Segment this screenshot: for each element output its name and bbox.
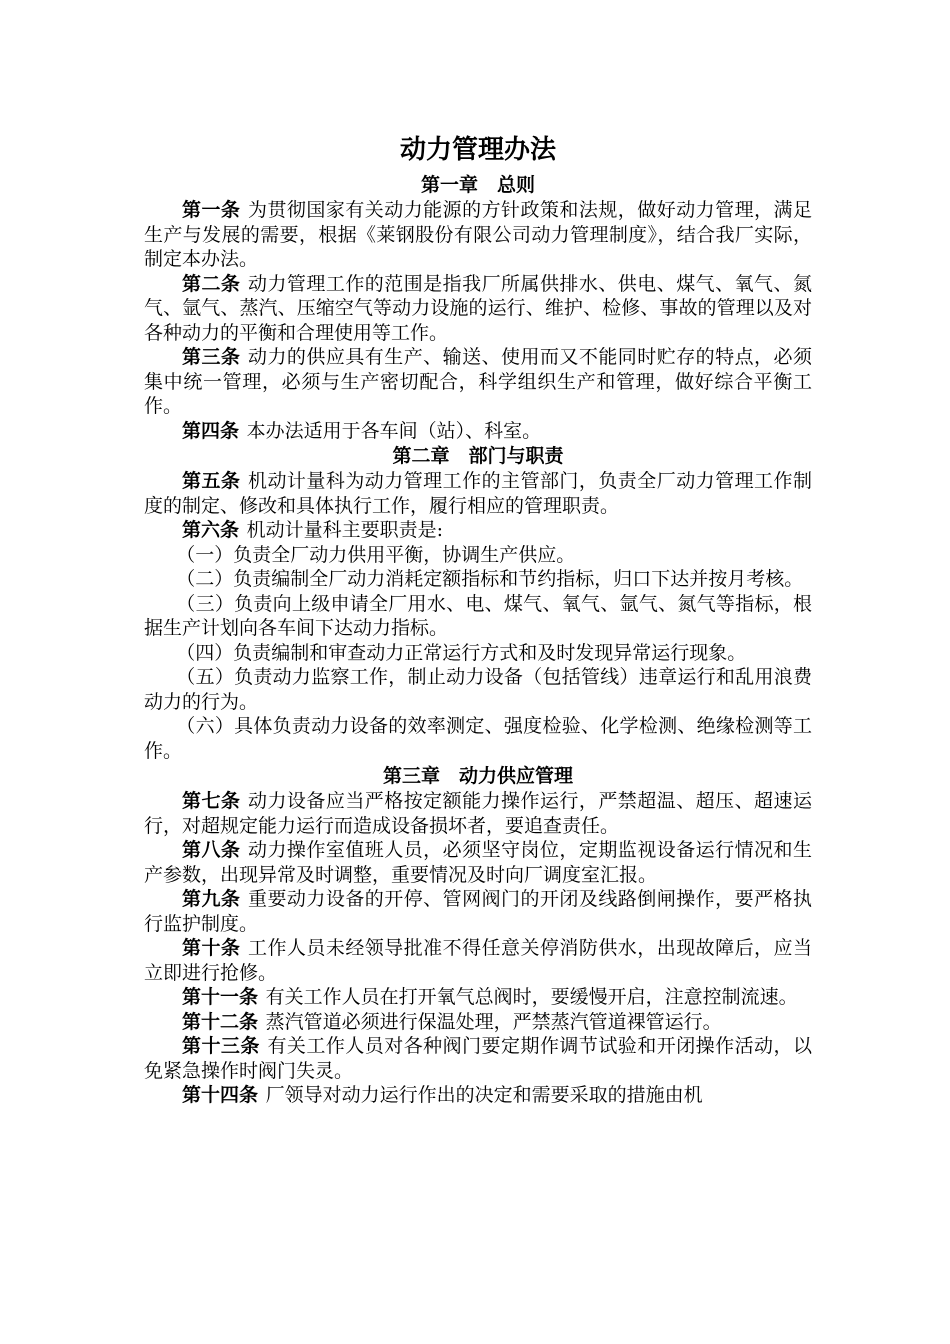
article-14 [144, 1083, 812, 1108]
article-10 [144, 936, 812, 985]
document-page [144, 128, 812, 1108]
article-9 [144, 887, 812, 936]
article-text: 厂领导对动力运行作出的决定和需要采取的措施由机 [265, 1084, 703, 1106]
article-13 [144, 1034, 812, 1083]
article-2 [144, 272, 812, 346]
duty-item-5: （五）负责动力监察工作，制止动力设备（包括管线）违章运行和乱用浪费动力的行为。 [144, 666, 812, 713]
article-label: 第十二条 [182, 1010, 259, 1033]
article-12 [144, 1010, 812, 1035]
duty-item-2: （二）负责编制全厂动力消耗定额指标和节约指标，归口下达并按月考核。 [176, 568, 804, 590]
chapter-heading-1: 第一章 总则 [420, 174, 535, 196]
article-label: 第十三条 [182, 1035, 260, 1057]
article-label: 第十条 [182, 937, 241, 959]
article-text: 动力操作室值班人员，必须坚守岗位，定期监视设备运行情况和生产参数，出现异常及时调整，重要情况及时向厂调度室汇报。 [144, 839, 812, 886]
article-label: 第七条 [182, 790, 241, 812]
article-6 [144, 518, 812, 543]
chapter-heading-2: 第二章 部门与职责 [392, 445, 564, 467]
article-label: 第九条 [182, 888, 241, 910]
article-label: 第八条 [182, 839, 241, 861]
article-label: 第六条 [182, 519, 240, 541]
duty-item-3: （三）负责向上级申请全厂用水、电、煤气、氧气、氩气、氮气等指标，根据生产计划向各车间下达动力指标。 [144, 592, 812, 639]
duty-item-4: （四）负责编制和审查动力正常运行方式和及时发现异常运行现象。 [176, 641, 747, 664]
article-label: 第一条 [182, 199, 241, 221]
article-text: 有关工作人员对各种阀门要定期作调节试验和开闭操作活动，以免紧急操作时阀门失灵。 [144, 1035, 812, 1082]
duty-item-6: （六）具体负责动力设备的效率测定、强度检验、化学检测、绝缘检测等工作。 [144, 715, 812, 762]
article-label: 第三条 [182, 346, 241, 368]
article-label: 第二条 [182, 272, 241, 295]
article-label: 第四条 [182, 419, 240, 442]
article-text: 有关工作人员在打开氧气总阀时，要缓慢开启，注意控制流速。 [265, 986, 798, 1008]
article-text: 本办法适用于各车间（站）、科室。 [246, 419, 542, 442]
article-text: 动力的供应具有生产、输送、使用而又不能同时贮存的特点，必须集中统一管理，必须与生产密切配合，科学组织生产和管理，做好综合平衡工作。 [144, 346, 812, 417]
article-8 [144, 838, 812, 887]
article-11 [144, 985, 812, 1010]
article-text: 为贯彻国家有关动力能源的方针政策和法规，做好动力管理，满足生产与发展的需要，根据《莱钢股份有限公司动力管理制度》，结合我厂实际，制定本办法。 [144, 199, 812, 270]
article-label: 第十一条 [182, 986, 259, 1008]
article-3 [144, 345, 812, 419]
article-text: 蒸汽管道必须进行保温处理，严禁蒸汽管道裸管运行。 [265, 1010, 722, 1033]
article-label: 第十四条 [182, 1084, 259, 1106]
article-5 [144, 469, 812, 518]
chapter-heading-3: 第三章 动力供应管理 [382, 765, 573, 787]
article-7 [144, 789, 812, 838]
article-text: 机动计量科为动力管理工作的主管部门，负责全厂动力管理工作制度的制定、修改和具体执行工作，履行相应的管理职责。 [144, 470, 812, 517]
article-text: 动力设备应当严格按定额能力操作运行，严禁超温、超压、超速运行，对超规定能力运行而造成设备损坏者，要追查责任。 [144, 790, 812, 837]
duty-item-1: （一）负责全厂动力供用平衡，协调生产供应。 [176, 543, 576, 566]
article-4 [144, 419, 812, 444]
article-text: 机动计量科主要职责是: [246, 519, 444, 541]
article-1 [144, 198, 812, 272]
article-text: 重要动力设备的开停、管网阀门的开闭及线路倒闸操作，要严格执行监护制度。 [144, 888, 812, 935]
article-label: 第五条 [182, 470, 241, 492]
article-text: 动力管理工作的范围是指我厂所属供排水、供电、煤气、氧气、氮气、氩气、蒸汽、压缩空气等动力设施的运行、维护、检修、事故的管理以及对各种动力的平衡和合理使用等工作。 [144, 272, 812, 344]
article-text: 工作人员未经领导批准不得任意关停消防供水，出现故障后，应当立即进行抢修。 [144, 937, 812, 984]
document-title: 动力管理办法 [399, 135, 556, 165]
